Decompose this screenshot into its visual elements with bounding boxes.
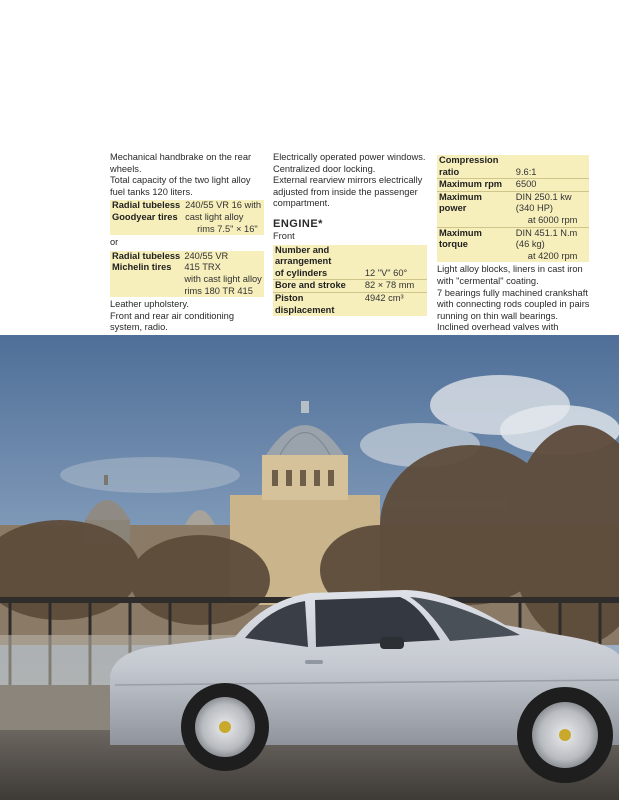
or-text: or: [110, 237, 119, 248]
spec-value: (46 kg): [515, 239, 545, 250]
spec-value: rims 7.5" × 16": [197, 223, 258, 234]
spec-key: Bore and stroke: [273, 280, 363, 293]
spec-key: [437, 215, 514, 227]
spec-value: 6500: [514, 179, 589, 192]
spec-value: 12 "V" 60°: [363, 268, 427, 280]
spec-key: Radial tubeless: [112, 250, 181, 261]
spec-value: [514, 155, 589, 167]
spec-key: displacement: [275, 304, 335, 315]
paragraph-handbrake: Mechanical handbrake on the rear wheels.: [110, 152, 252, 174]
spec-key: of cylinders: [273, 268, 363, 280]
spec-value: 82 × 78 mm: [363, 280, 427, 293]
spec-value: [363, 256, 427, 268]
spec-key: [110, 224, 183, 236]
spec-value: at 6000 rpm: [514, 215, 589, 227]
performance-spec-table: [437, 155, 589, 262]
spec-key: Compression: [439, 155, 499, 165]
spec-key: [110, 274, 182, 286]
spec-value: at 4200 rpm: [527, 250, 578, 261]
car-photograph: [0, 335, 619, 800]
spec-value: rims 180 TR 415: [184, 285, 253, 296]
spec-value: 9.6:1: [514, 167, 589, 179]
paragraph-mirrors: External rearview mirrors electrically adjusted from inside the passenger compartment.: [273, 175, 423, 209]
spec-value: DIN 451.1 N.m: [515, 227, 578, 238]
goodyear-tires-spec: [110, 200, 264, 235]
engine-position: Front: [273, 230, 295, 241]
spec-key: Goodyear tires: [112, 211, 178, 222]
michelin-tires-spec: [110, 251, 264, 297]
paragraph-door-locking: Centralized door locking.: [273, 163, 376, 174]
spec-key: Radial tubeless: [112, 200, 181, 211]
paragraph-valves: Inclined overhead valves with: [437, 322, 559, 333]
paragraph-air-conditioning: Front and rear air conditioning system, radio.: [110, 310, 235, 333]
paragraph-upholstery: Leather upholstery.: [110, 299, 189, 310]
text-column-3: [437, 152, 591, 334]
spec-key: Maximum: [439, 227, 482, 238]
engine-spec-table: [273, 245, 427, 317]
spec-value: cast light alloy: [185, 211, 244, 222]
engine-heading: ENGINE*: [273, 217, 323, 230]
spec-value: DIN 250.1 kw: [515, 191, 572, 202]
spec-value: 415 TRX: [184, 262, 221, 273]
spec-key: Maximum rpm: [437, 179, 514, 192]
spec-value: 240/55 VR 16 with: [185, 200, 262, 211]
spec-key: Maximum: [439, 191, 482, 202]
spec-key: ratio: [437, 167, 514, 179]
paragraph-power-windows: Electrically operated power windows.: [273, 152, 426, 162]
spec-key: Number and: [275, 244, 330, 255]
spec-value: (340 HP): [515, 203, 553, 214]
paragraph-crankshaft: 7 bearings fully machined crankshaft with connecting rods coupled in pairs running on thin wall bearings.: [437, 287, 590, 321]
spec-key: [110, 286, 182, 298]
spec-key: arrangement: [275, 256, 332, 267]
spec-key: Michelin tires: [112, 262, 172, 273]
spec-key: Piston: [275, 292, 304, 303]
spec-value: [363, 305, 427, 317]
spec-key: torque: [439, 239, 468, 250]
text-column-2: [273, 152, 431, 318]
spec-value: 4942 cm³: [364, 292, 404, 303]
spec-value: with cast light alloy: [184, 273, 262, 284]
paragraph-blocks: Light alloy blocks, liners in cast iron with "cermental" coating.: [437, 264, 583, 286]
spec-value: 240/55 VR: [184, 250, 229, 261]
text-column-1: [110, 152, 266, 334]
spec-key: [437, 251, 514, 263]
spec-value: [363, 245, 427, 257]
spec-key: power: [439, 203, 467, 214]
paragraph-fuel-tanks: Total capacity of the two light alloy fuel tanks 120 liters.: [110, 175, 251, 197]
